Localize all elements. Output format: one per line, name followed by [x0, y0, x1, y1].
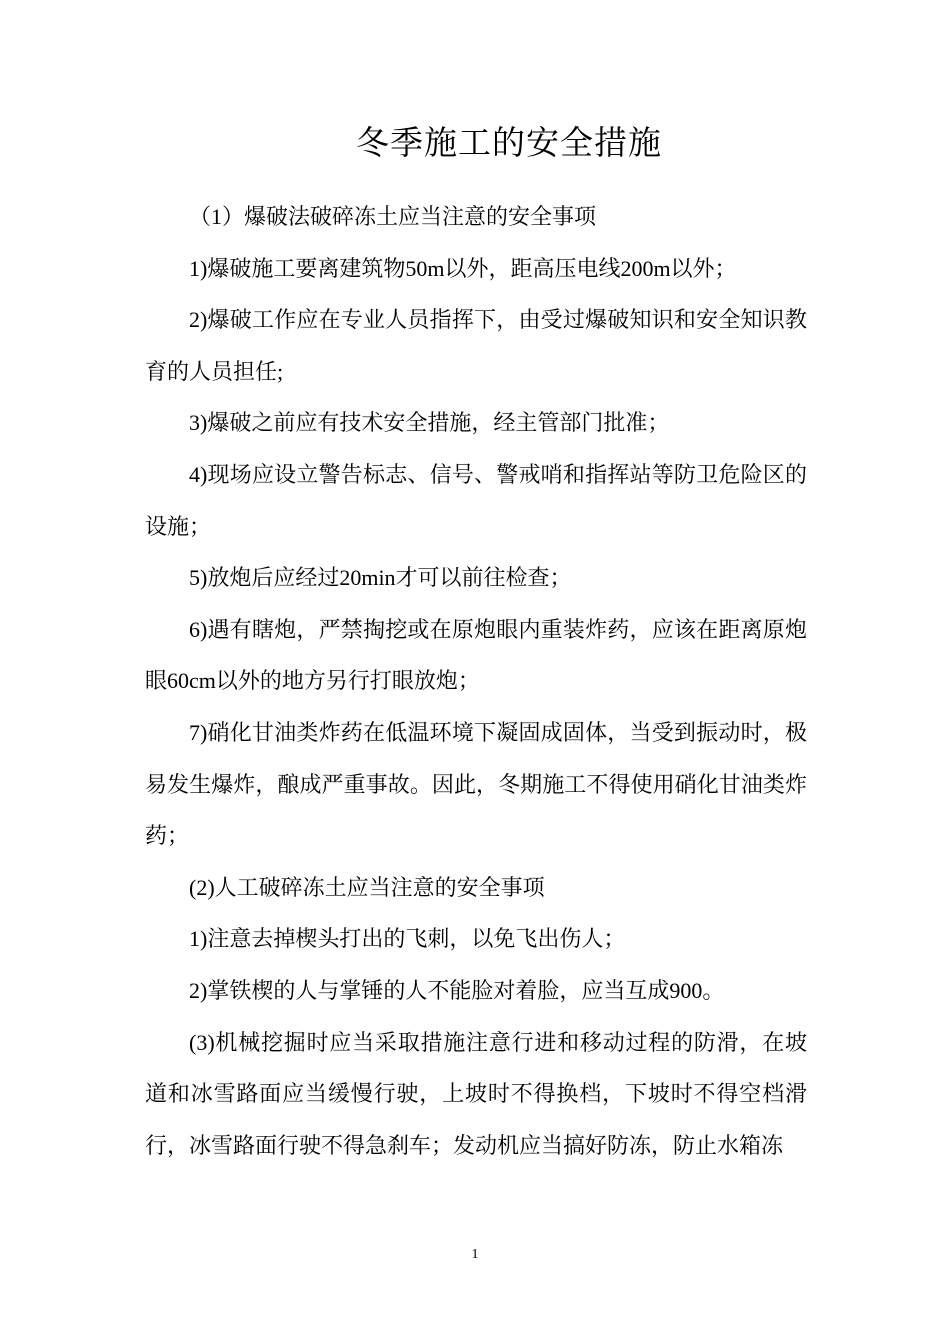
- paragraph: 1)注意去掉楔头打出的飞刺，以免飞出伤人；: [189, 926, 626, 952]
- paragraph: (3)机械挖掘时应当采取措施注意行进和移动过程的防滑，在坡道和冰雪路面应当缓慢行驶，上坡时不得换档，下坡时不得空档滑行，冰雪路面行驶不得急刹车；发动机应当搞好防冻，防止水箱冻: [145, 1029, 807, 1158]
- paragraph: （1）爆破法破碎冻土应当注意的安全事项: [189, 204, 597, 229]
- document-title: 冬季施工的安全措施: [356, 126, 662, 162]
- document-body: [145, 191, 807, 1171]
- paragraph: (2)人工破碎冻土应当注意的安全事项: [189, 874, 545, 900]
- paragraph: 4)现场应设立警告标志、信号、警戒哨和指挥站等防卫危险区的设施；: [145, 461, 807, 539]
- paragraph: 3)爆破之前应有技术安全措施，经主管部门批准；: [189, 410, 670, 436]
- paragraph: 2)爆破工作应在专业人员指挥下，由受过爆破知识和安全知识教育的人员担任;: [145, 307, 807, 384]
- paragraph: 5)放炮后应经过20min才可以前往检查；: [189, 565, 572, 591]
- paragraph: 6)遇有瞎炮，严禁掏挖或在原炮眼内重装炸药，应该在距离原炮眼60cm以外的地方另行打眼放炮；: [145, 616, 807, 694]
- paragraph: 7)硝化甘油类炸药在低温环境下凝固成固体，当受到振动时，极易发生爆炸，酿成严重事故。因此，冬期施工不得使用硝化甘油类炸药；: [145, 719, 807, 849]
- paragraph: 2)掌铁楔的人与掌锤的人不能脸对着脸，应当互成900。: [189, 977, 725, 1003]
- page-number: 1: [471, 1247, 479, 1262]
- paragraph: 1)爆破施工要离建筑物50m以外，距高压电线200m以外；: [189, 255, 737, 281]
